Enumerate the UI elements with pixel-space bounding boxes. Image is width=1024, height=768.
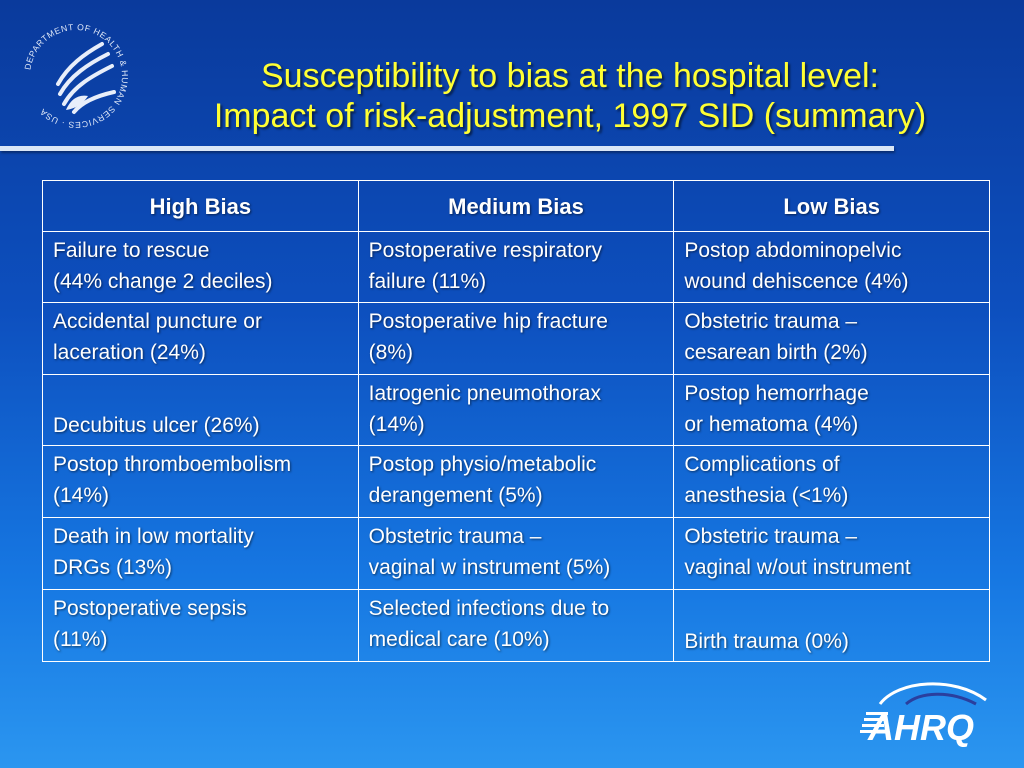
cell-text-line: Selected infections due to (368, 597, 610, 620)
cell-text-line: DRGs (13%) (53, 556, 173, 579)
table-cell-high-bias (43, 375, 359, 446)
cell-text-line: (14%) (53, 484, 110, 507)
cell-text-line: (44% change 2 deciles) (53, 270, 273, 293)
title-line-1: Susceptibility to bias at the hospital level: (260, 57, 879, 95)
cell-text-line: Accidental puncture or (53, 310, 262, 333)
seal-text: DEPARTMENT OF HEALTH & HUMAN SERVICES · USA (22, 21, 131, 131)
table-cell-high-bias (43, 590, 359, 662)
cell-text-line: Postop abdominopelvic (684, 239, 902, 262)
table-header-row (43, 181, 990, 232)
cell-text-line: Obstetric trauma – (684, 310, 858, 333)
cell-text-line: failure (11%) (368, 270, 487, 293)
ahrq-logo-text: AHRQ (868, 707, 974, 748)
title-line-2: Impact of risk-adjustment, 1997 SID (summary) (213, 97, 927, 135)
table-cell-high-bias (43, 303, 359, 375)
cell-text-line: Obstetric trauma – (684, 525, 858, 548)
table-row (43, 590, 990, 662)
cell-text-line: Iatrogenic pneumothorax (368, 382, 601, 405)
table-cell-low-bias (674, 232, 990, 303)
table-cell-high-bias (43, 232, 359, 303)
cell-text-line: (11%) (53, 628, 108, 651)
ahrq-logo (858, 678, 998, 748)
cell-text-line: Obstetric trauma – (368, 525, 542, 548)
table-cell-low-bias (674, 303, 990, 375)
cell-text-line: wound dehiscence (4%) (684, 270, 909, 293)
cell-text-line: or hematoma (4%) (684, 413, 859, 436)
cell-text-line: Complications of (684, 453, 840, 476)
table-cell-low-bias (674, 518, 990, 590)
cell-text-line: vaginal w instrument (5%) (368, 556, 611, 579)
cell-text-line: Postop thromboembolism (53, 453, 292, 476)
table-cell-medium-bias (358, 590, 674, 662)
cell-text-line: laceration (24%) (53, 341, 206, 364)
table-row (43, 232, 990, 303)
table-body (43, 232, 990, 662)
table-cell-medium-bias (358, 232, 674, 303)
cell-text-line: medical care (10%) (368, 628, 550, 651)
cell-text-line: Birth trauma (0%) (684, 630, 849, 653)
cell-text-line: Postoperative hip fracture (368, 310, 608, 333)
header-low-bias: Low Bias (674, 181, 990, 232)
table-cell-low-bias (674, 375, 990, 446)
cell-text-line: Postop physio/metabolic (368, 453, 597, 476)
cell-text-line: (8%) (368, 341, 413, 364)
slide-title (120, 56, 1020, 136)
table-cell-high-bias (43, 518, 359, 590)
cell-text-line: derangement (5%) (368, 484, 543, 507)
title-divider (0, 146, 894, 151)
cell-text-line: Postop hemorrhage (684, 382, 869, 405)
cell-text-line: Decubitus ulcer (26%) (53, 414, 260, 437)
table-row (43, 303, 990, 375)
header-high-bias: High Bias (43, 181, 359, 232)
cell-text-line: Postoperative sepsis (53, 597, 247, 620)
cell-text-line: vaginal w/out instrument (684, 556, 911, 579)
table-row (43, 375, 990, 446)
header-medium-bias: Medium Bias (358, 181, 674, 232)
table-cell-high-bias (43, 446, 359, 518)
table-cell-low-bias (674, 590, 990, 662)
bias-summary-table (42, 180, 990, 662)
cell-text-line: Postoperative respiratory (368, 239, 603, 262)
table-cell-medium-bias (358, 375, 674, 446)
table-row (43, 518, 990, 590)
cell-text-line: (14%) (368, 413, 425, 436)
table-cell-medium-bias (358, 518, 674, 590)
cell-text-line: cesarean birth (2%) (684, 341, 868, 364)
table-cell-medium-bias (358, 303, 674, 375)
table-cell-low-bias (674, 446, 990, 518)
table-cell-medium-bias (358, 446, 674, 518)
cell-text-line: Death in low mortality (53, 525, 254, 548)
table-row (43, 446, 990, 518)
cell-text-line: Failure to rescue (53, 239, 210, 262)
cell-text-line: anesthesia (<1%) (684, 484, 849, 507)
